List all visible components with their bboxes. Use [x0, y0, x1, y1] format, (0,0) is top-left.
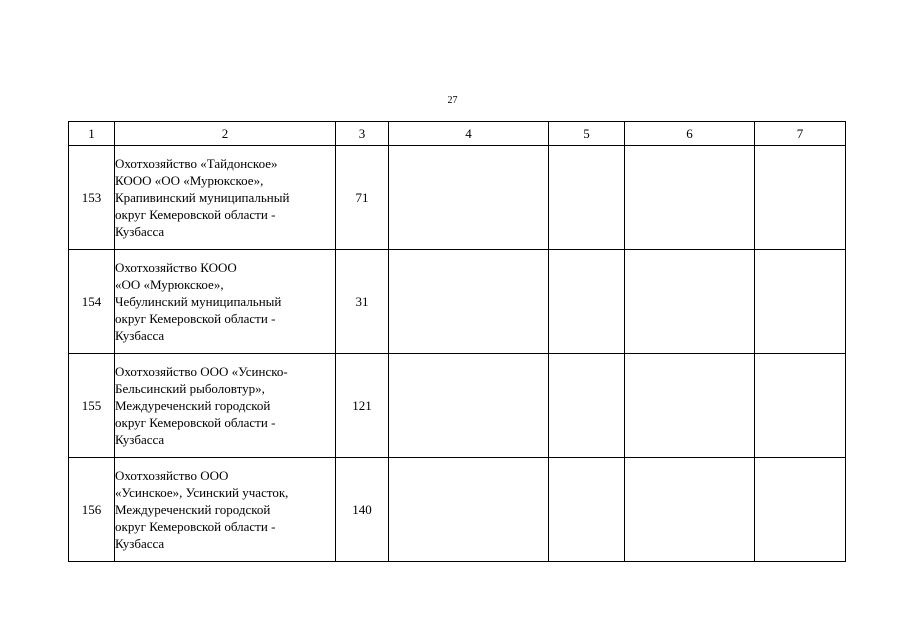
column-header: 4: [389, 122, 549, 146]
empty-cell: [625, 146, 755, 250]
area-value: 140: [336, 458, 389, 562]
table-row: [69, 458, 846, 562]
column-header: 1: [69, 122, 115, 146]
name-line: Кузбасса: [115, 328, 165, 343]
empty-cell: [389, 458, 549, 562]
name-line: Чебулинский муниципальный: [115, 294, 282, 309]
name-line: Кузбасса: [115, 224, 165, 239]
hunting-ground-name: [115, 458, 336, 562]
empty-cell: [625, 354, 755, 458]
area-value: 31: [336, 250, 389, 354]
name-line: Междуреченский городской: [115, 398, 271, 413]
name-line: округ Кемеровской области -: [115, 415, 276, 430]
name-line: Охотхозяйство ООО: [115, 468, 229, 483]
name-line: Охотхозяйство КООО: [115, 260, 237, 275]
empty-cell: [755, 458, 846, 562]
area-value: 71: [336, 146, 389, 250]
name-line: Междуреченский городской: [115, 502, 271, 517]
name-line: Кузбасса: [115, 536, 165, 551]
empty-cell: [389, 250, 549, 354]
empty-cell: [389, 354, 549, 458]
empty-cell: [549, 250, 625, 354]
row-number: 156: [69, 458, 115, 562]
table-row: [69, 250, 846, 354]
column-header: 5: [549, 122, 625, 146]
empty-cell: [389, 146, 549, 250]
empty-cell: [755, 250, 846, 354]
name-line: «ОО «Мурюкское»,: [115, 277, 224, 292]
empty-cell: [549, 354, 625, 458]
name-line: Бельсинский рыболовтур»,: [115, 381, 265, 396]
empty-cell: [549, 458, 625, 562]
column-header: 2: [115, 122, 336, 146]
empty-cell: [755, 354, 846, 458]
table-row: [69, 146, 846, 250]
name-line: «Усинское», Усинский участок,: [115, 485, 289, 500]
row-number: 154: [69, 250, 115, 354]
name-line: Кузбасса: [115, 432, 165, 447]
hunting-ground-name: [115, 250, 336, 354]
row-number: 155: [69, 354, 115, 458]
column-header: 3: [336, 122, 389, 146]
page-number: 27: [447, 95, 458, 106]
name-line: Крапивинский муниципальный: [115, 190, 290, 205]
column-header: 7: [755, 122, 846, 146]
name-line: Охотхозяйство «Тайдонское»: [115, 156, 278, 171]
table-row: [69, 354, 846, 458]
table-header-row: [69, 122, 846, 146]
name-line: округ Кемеровской области -: [115, 519, 276, 534]
hunting-ground-name: [115, 354, 336, 458]
row-number: 153: [69, 146, 115, 250]
name-line: округ Кемеровской области -: [115, 207, 276, 222]
name-line: округ Кемеровской области -: [115, 311, 276, 326]
name-line: КООО «ОО «Мурюкское»,: [115, 173, 264, 188]
empty-cell: [755, 146, 846, 250]
area-value: 121: [336, 354, 389, 458]
name-line: Охотхозяйство ООО «Усинско-: [115, 364, 288, 379]
empty-cell: [625, 250, 755, 354]
data-table: [68, 121, 846, 562]
column-header: 6: [625, 122, 755, 146]
hunting-ground-name: [115, 146, 336, 250]
empty-cell: [549, 146, 625, 250]
empty-cell: [625, 458, 755, 562]
